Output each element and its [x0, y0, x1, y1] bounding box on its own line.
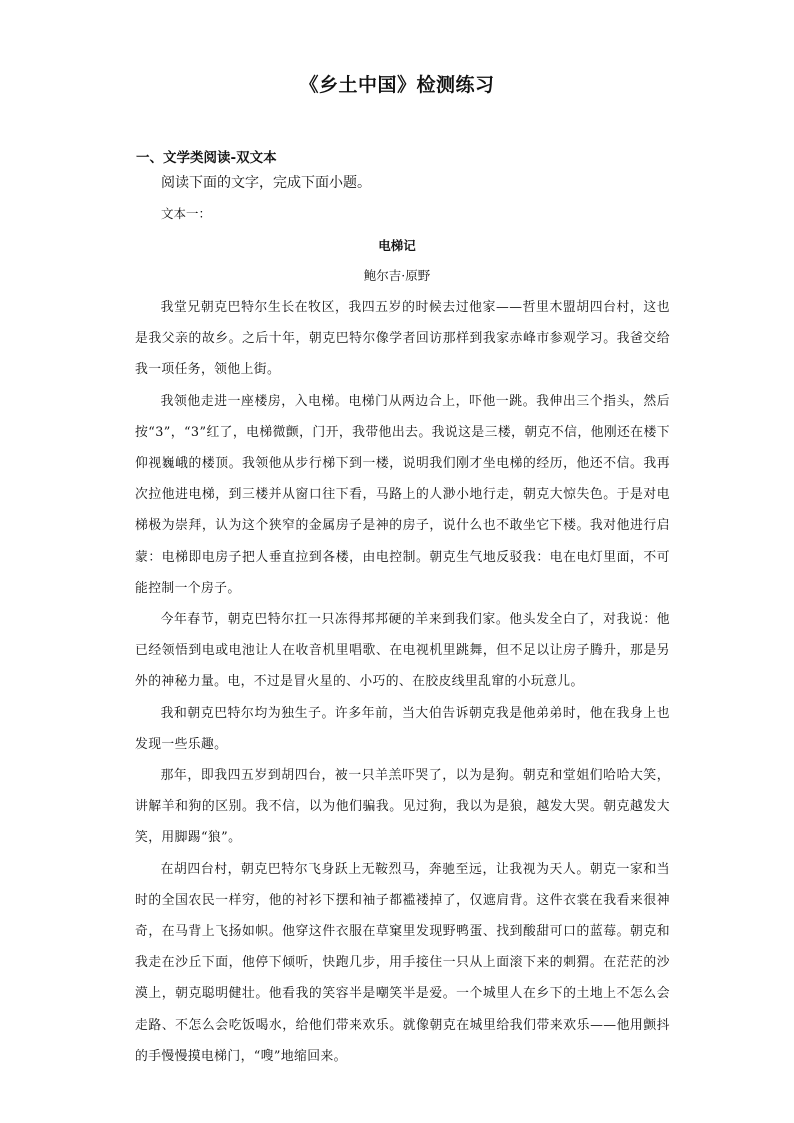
article-author: 鲍尔吉·原野 — [363, 268, 431, 283]
article-body — [135, 292, 670, 1072]
article-title: 电梯记 — [378, 238, 416, 253]
paragraph: 我堂兄朝克巴特尔生长在牧区，我四五岁的时候去过他家——哲里木盟胡四台村，这也是我父亲的故乡。之后十年，朝克巴特尔像学者回访那样到我家赤峰市参观学习。我爸交给我一项任务，领他上街。 — [135, 300, 670, 378]
paragraph: 今年春节，朝克巴特尔扛一只冻得邦邦硬的羊来到我们家。他头发全白了，对我说：他已经领悟到电或电池让人在收音机里唱歌、在电视机里跳舞，但不足以让房子腾升，那是另外的神秘力量。电，不过是冒火星的、小巧的、在胶皮线里乱窜的小玩意儿。 — [135, 612, 670, 690]
document-title: 《乡土中国》检测练习 — [299, 74, 495, 96]
paragraph: 那年，即我四五岁到胡四台，被一只羊羔吓哭了，以为是狗。朝克和堂姐们哈哈大笑，讲解羊和狗的区别。我不信，以为他们骗我。见过狗，我以为是狼，越发大哭。朝克越发大笑，用脚踢“狼”。 — [135, 768, 670, 846]
paragraph: 我领他走进一座楼房，入电梯。电梯门从两边合上，吓他一跳。我伸出三个指头，然后按“3”，“3”红了，电梯微颤，门开，我带他出去。我说这是三楼，朝克不信，他刚还在楼下仰视巍峨的楼顶。我领他从步行梯下到一楼，说明我们刚才坐电梯的经历，他还不信。我再次拉他进电梯，到三楼并从窗口往下看，马路上的人渺小地行走，朝克大惊失色。于是对电梯极为崇拜，认为这个狭窄的金属房子是神的房子，说什么也不敢坐它下楼。我对他进行启蒙：电梯即电房子把人垂直拉到各楼，由电控制。朝克生气地反驳我：电在电灯里面，不可能控制一个房子。 — [135, 393, 670, 596]
paragraph: 在胡四台村，朝克巴特尔飞身跃上无鞍烈马，奔驰至远，让我视为天人。朝克一家和当时的全国农民一样穷，他的衬衫下摆和袖子都褴褛掉了，仅遮肩背。这件衣裳在我看来很神奇，在马背上飞扬如帜。他穿这件衣服在草窠里发现野鸭蛋、找到酸甜可口的蓝莓。朝克和我走在沙丘下面，他停下倾听，快跑几步，用手接住一只从上面滚下来的刺猬。在茫茫的沙漠上，朝克聪明健壮。他看我的笑容半是嘲笑半是爱。一个城里人在乡下的土地上不怎么会走路、不怎么会吃饭喝水，给他们带来欢乐。就像朝克在城里给我们带来欢乐——他用颤抖的手慢慢摸电梯门，“嗖”地缩回来。 — [135, 861, 670, 1064]
reading-instruction: 阅读下面的文字，完成下面小题。 — [161, 175, 371, 191]
text-one-label: 文本一： — [161, 206, 212, 221]
section-heading: 一、文学类阅读-双文本 — [136, 150, 277, 166]
paragraph: 我和朝克巴特尔均为独生子。许多年前，当大伯告诉朝克我是他弟弟时，他在我身上也发现一些乐趣。 — [135, 705, 670, 752]
